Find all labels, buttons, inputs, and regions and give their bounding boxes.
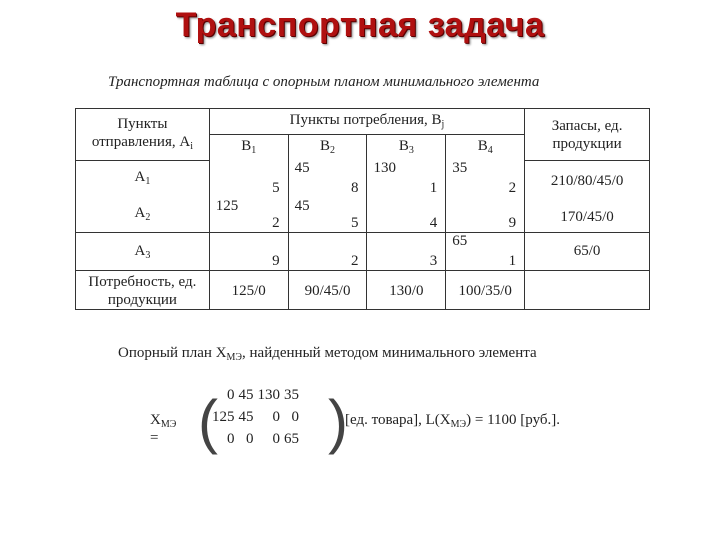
row-label-a3: $A_3$ (76, 232, 210, 270)
plan-matrix (212, 384, 303, 450)
demand-b2: 90/45/0 (288, 270, 367, 309)
consumption-points-header: Пункты потребления, $B_j$ (209, 109, 524, 135)
matrix-row: 0 0 0 65 (227, 430, 299, 447)
col-head-b2: $B_2$ (288, 135, 367, 161)
stock-a1: 210/80/45/0 (550, 172, 624, 189)
col-head-b1: $B_1$ (209, 135, 288, 161)
right-paren: ) (328, 388, 348, 455)
row-label-a2: $A_2$ (134, 204, 151, 223)
table-caption: Транспортная таблица с опорным планом минимального элемента (108, 74, 540, 90)
row-label-a1: $A_1$ (134, 168, 151, 187)
plan-variable: $X_{МЭ}$ = (150, 412, 177, 446)
left-paren: ( (198, 388, 218, 455)
cell-col-4-a1-a2: 35 2 9 (446, 160, 525, 232)
stock-header: Запасы, ед. продукции (525, 109, 650, 161)
plan-cost: [ед. товара], $L(X_{МЭ}) = 1100$ [руб.]. (345, 412, 561, 430)
slide-title: Транспортная задача (175, 6, 545, 44)
stock-a2: 170/45/0 (560, 208, 614, 225)
cell-a3-b2: 2 (288, 232, 367, 270)
cell-a3-b3: 3 (367, 232, 446, 270)
col-head-b3: $B_3$ (367, 135, 446, 161)
matrix-row: 0 45 130 35 (227, 386, 299, 403)
supply-points-header: Пункты отправления, $A_i$ (76, 109, 210, 161)
stock-a1-a2 (525, 160, 650, 232)
plan-caption: Опорный план $X_{МЭ}$, найденный методом минимального элемента (118, 345, 537, 363)
col-head-b4: $B_4$ (446, 135, 525, 161)
demand-empty-cell (525, 270, 650, 309)
row-labels-a1-a2 (76, 160, 210, 232)
stock-a3: 65/0 (525, 232, 650, 270)
cell-col-1-a1-a2: 5 125 2 (209, 160, 288, 232)
transport-table (75, 108, 650, 310)
cell-col-3-a1-a2: 130 1 4 (367, 160, 446, 232)
demand-b1: 125/0 (209, 270, 288, 309)
cell-a3-b4: 65 1 (446, 232, 525, 270)
demand-b4: 100/35/0 (446, 270, 525, 309)
cell-col-2-a1-a2: 45 8 45 5 (288, 160, 367, 232)
demand-header: Потребность, ед. продукции (76, 270, 210, 309)
matrix-row: 125 45 0 0 (212, 408, 299, 425)
cell-a3-b1: 9 (209, 232, 288, 270)
demand-b3: 130/0 (367, 270, 446, 309)
